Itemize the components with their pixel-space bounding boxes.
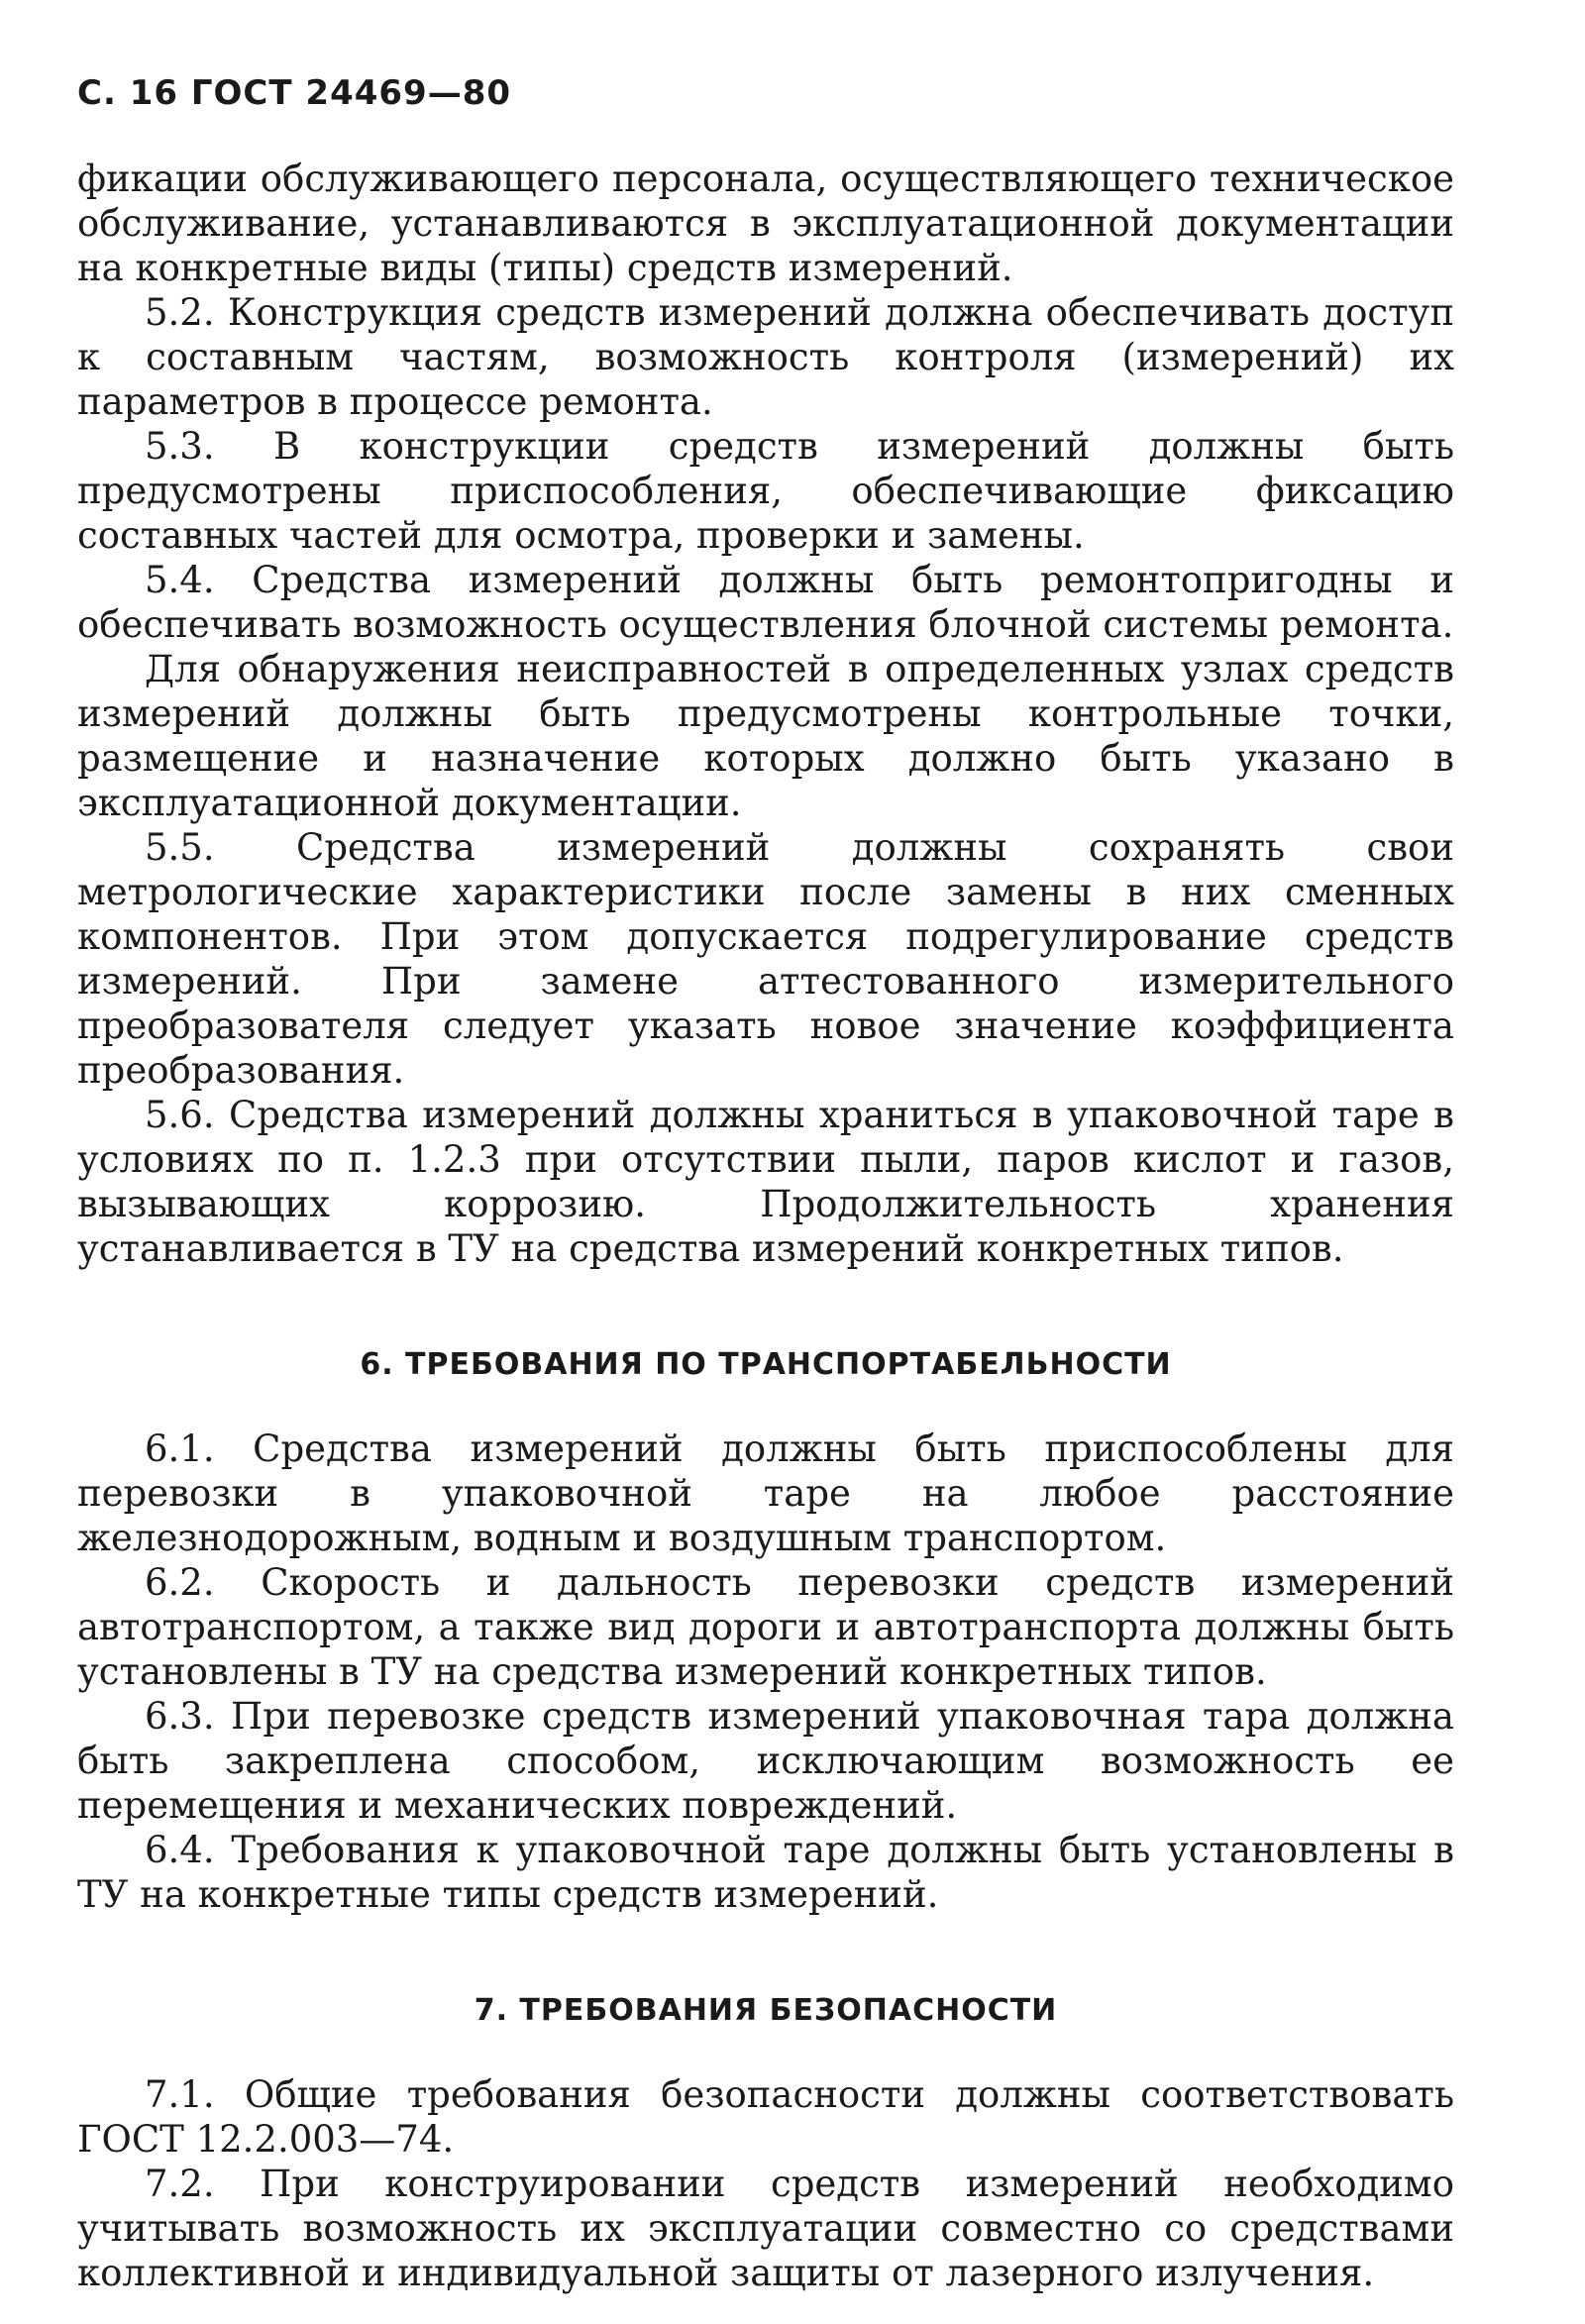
- paragraph-5-4-extra: Для обнаружения неисправностей в определенных узлах средств измерений должны быть предусмотрены контрольные точки, размещение и назначение которых должно быть указано в эксплуатационной документации.: [77, 648, 1454, 824]
- paragraph-6-1: 6.1. Средства измерений должны быть приспособлены для перевозки в упаковочной таре на любое расстояние железнодорожным, водным и воздушным транспортом.: [77, 1427, 1454, 1559]
- paragraph-6-3: 6.3. При перевозке средств измерений упаковочная тара должна быть закреплена способом, исключающим возможность ее перемещения и механических повреждений.: [77, 1695, 1454, 1827]
- paragraph-5-6: 5.6. Средства измерений должны храниться в упаковочной таре в условиях по п. 1.2.3 при отсутствии пыли, паров кислот и газов, вызывающих коррозию. Продолжительность хранения устанавливается в ТУ на средства измерений конкретных типов.: [77, 1094, 1454, 1270]
- paragraph-5-3: 5.3. В конструкции средств измерений должны быть предусмотрены приспособления, обеспечивающие фиксацию составных частей для осмотра, проверки и замены.: [77, 425, 1454, 557]
- paragraph-5-5: 5.5. Средства измерений должны сохранять свои метрологические характеристики после замены в них сменных компонентов. При этом допускается подрегулирование средств измерений. При замене аттестованного измерительного преобразователя следует указать новое значение коэффициента преобразования.: [77, 826, 1454, 1092]
- section-7-title: 7. ТРЕБОВАНИЯ БЕЗОПАСНОСТИ: [474, 1993, 1058, 2028]
- running-head: С. 16 ГОСТ 24469—80: [77, 73, 512, 113]
- section-6-title: 6. ТРЕБОВАНИЯ ПО ТРАНСПОРТАБЕЛЬНОСТИ: [360, 1347, 1172, 1382]
- paragraph-5-4: 5.4. Средства измерений должны быть ремонтопригодны и обеспечивать возможность осуществления блочной системы ремонта.: [77, 559, 1454, 646]
- body-text: [77, 157, 1454, 2295]
- paragraph-7-1: 7.1. Общие требования безопасности должны соответствовать ГОСТ 12.2.003—74.: [77, 2073, 1454, 2161]
- paragraph-6-2: 6.2. Скорость и дальность перевозки средств измерений автотранспортом, а также вид дороги и автотранспорта должны быть установлены в ТУ на средства измерений конкретных типов.: [77, 1561, 1454, 1693]
- paragraph-6-4: 6.4. Требования к упаковочной таре должны быть установлены в ТУ на конкретные типы средств измерений.: [77, 1829, 1454, 1916]
- paragraph-7-2: 7.2. При конструировании средств измерений необходимо учитывать возможность их эксплуатации совместно со средствами коллективной и индивидуальной защиты от лазерного излучения.: [77, 2163, 1454, 2294]
- paragraph-continuation: фикации обслуживающего персонала, осуществляющего техническое обслуживание, устанавливаются в эксплуатационной документации на конкретные виды (типы) средств измерений.: [77, 158, 1454, 289]
- paragraph-5-2: 5.2. Конструкция средств измерений должна обеспечивать доступ к составным частям, возможность контроля (измерений) их параметров в процессе ремонта.: [77, 291, 1454, 423]
